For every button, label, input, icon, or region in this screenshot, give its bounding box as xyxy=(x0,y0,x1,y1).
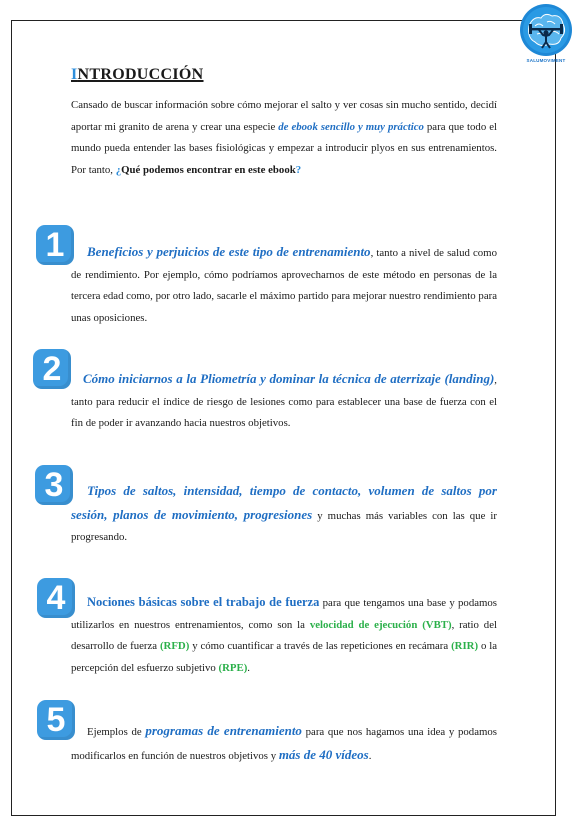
section-number-badge: 4 xyxy=(37,578,75,618)
section-4-paragraph xyxy=(71,592,497,679)
intro-text-2: para que todo el mundo pueda entender las bases fisiológicas y empezar a introducir plyos en sus entrenamientos. Por tanto, xyxy=(71,120,498,176)
section-2-paragraph xyxy=(71,368,497,435)
section-3-body: y muchas más variables con las que ir progresando. xyxy=(71,509,497,543)
intro-question-open: ¿ xyxy=(115,163,122,176)
section-number-badge: 2 xyxy=(33,349,71,389)
section-1-heading: Beneficios y perjuicios de este tipo de entrenamiento xyxy=(87,244,371,259)
section-number-badge: 3 xyxy=(35,465,73,505)
section-4-term-rir: (RIR) xyxy=(451,640,479,652)
brain-weightlifter-icon xyxy=(519,2,573,58)
intro-question: Qué podemos encontrar en este ebook xyxy=(121,163,296,176)
section-5-body-3: . xyxy=(368,749,372,762)
intro-question-close: ? xyxy=(295,163,302,176)
section-5-paragraph xyxy=(71,720,497,767)
title-rest: NTRODUCCIÓN xyxy=(77,66,204,83)
section-5-heading: programas de entrenamiento xyxy=(145,723,302,738)
section-5-body-1: Ejemplos de xyxy=(87,726,146,738)
section-5-heading-2: más de 40 vídeos xyxy=(278,746,369,762)
section-4-heading: Nociones básicas sobre el trabajo de fuerza xyxy=(87,595,320,609)
brand-logo xyxy=(519,2,573,68)
section-4-body-3: y cómo cuantificar a través de las repeticiones en recámara xyxy=(189,640,452,652)
section-4-body-2: , ratio del desarrollo de fuerza xyxy=(71,618,497,652)
section-4-term-rfd: (RFD) xyxy=(159,640,190,652)
section-1-body: , tanto a nivel de salud como de rendimiento. Por ejemplo, cómo podríamos aprovecharnos de este método en personas de la tercera edad como, por otro lado, sacarle el máximo partido para mejorar nuestro rendimiento para unas oposiciones. xyxy=(71,247,497,324)
section-2-heading: Cómo iniciarnos a la Pliometría y dominar la técnica de aterrizaje (landing) xyxy=(83,371,495,386)
section-1-paragraph xyxy=(71,241,497,329)
title-first-letter: I xyxy=(71,66,78,83)
section-4-body-1: para que tengamos una base y podamos utilizarlos en nuestros entrenamientos, como son la xyxy=(71,597,498,631)
section-2-body: , tanto para reducir el índice de riesgo de lesiones como para establecer una base de fuerza con el fin de poder ir avanzando hacia nuestros objetivos. xyxy=(71,374,497,429)
section-3-paragraph xyxy=(71,480,497,549)
brand-logo-text: SALUMOVIMENT xyxy=(526,58,566,63)
section-3-heading: Tipos de saltos, intensidad, tiempo de contacto, volumen de saltos por sesión, planos de movimiento, progresiones xyxy=(71,483,497,522)
section-number-badge: 5 xyxy=(37,700,75,740)
section-4-body-5: . xyxy=(247,661,250,674)
section-5-body-2: para que nos hagamos una idea y podamos modificarlos en función de nuestros objetivos y xyxy=(71,726,497,762)
section-4-body-4: o la percepción del esfuerzo subjetivo xyxy=(71,640,498,674)
intro-highlight: de ebook sencillo y muy práctico xyxy=(278,120,424,133)
section-4-term-rpe: (RPE) xyxy=(218,661,248,674)
intro-text-1: Cansado de buscar información sobre cómo mejorar el salto y ver cosas sin mucho sentido, decidí aportar mi granito de arena y crear una especie xyxy=(71,99,497,133)
section-number-badge: 1 xyxy=(36,225,74,265)
page-title xyxy=(71,66,204,84)
intro-paragraph xyxy=(71,95,497,181)
section-4-term-vbt: velocidad de ejecución (VBT) xyxy=(309,618,452,631)
